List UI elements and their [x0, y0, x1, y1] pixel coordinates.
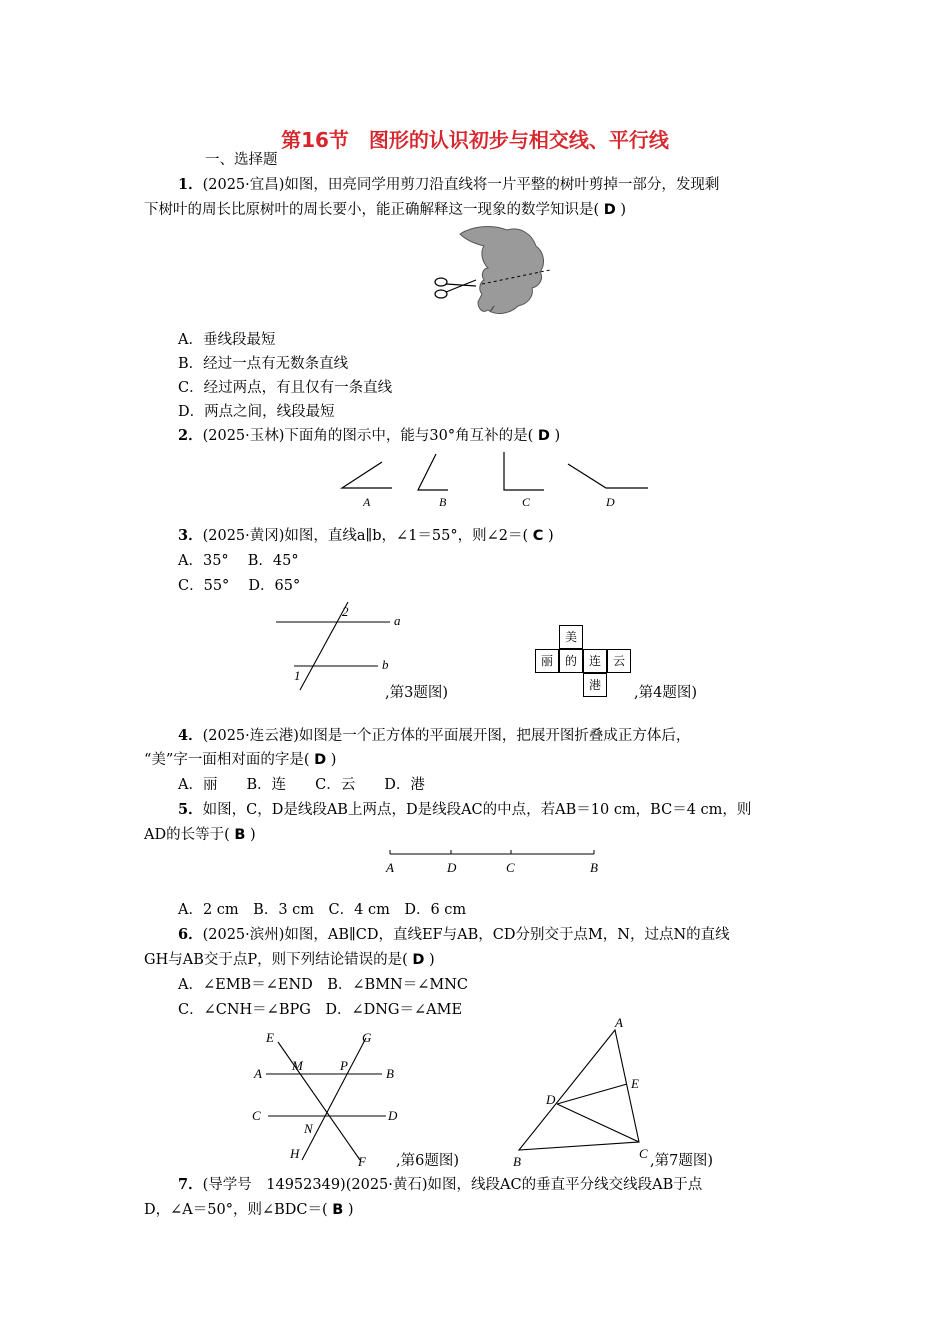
q5-point-a: A [386, 860, 394, 875]
q3-options-row2: C．55° D．65° [178, 578, 301, 594]
section-heading: 一、选择题 [205, 152, 278, 168]
q3-label-b: b [382, 657, 389, 672]
q7-answer: B [332, 1202, 344, 1218]
q6-label-h: H [290, 1146, 300, 1161]
q6-label-p: P [340, 1058, 348, 1073]
q6-label-b: B [386, 1066, 394, 1081]
q4-line2: “美”字一面相对面的字是( D ) [144, 752, 337, 768]
q5-line1: 5．如图，C，D是线段AB上两点，D是线段AC的中点，若AB＝10 cm，BC＝4 cm，则 [178, 801, 752, 818]
net-cell-mei: 美 [559, 625, 583, 649]
leaf-scissors-figure [432, 222, 562, 322]
q6-label-c: C [252, 1108, 261, 1123]
q5-point-d: D [447, 860, 457, 875]
q6-line1: 6．(2025·滨州)如图，AB∥CD，直线EF与AB，CD分别交于点M，N，过点N的直线 [178, 926, 730, 943]
q3-label-angle2: 2 [342, 604, 349, 619]
q6-label-m: M [292, 1058, 303, 1073]
q4-answer: D [314, 752, 327, 768]
q2-label-c: C [522, 495, 531, 509]
q4-options: A．丽 B．连 C．云 D．港 [178, 777, 425, 793]
q1-answer: D [603, 202, 616, 218]
q7-label-e: E [631, 1076, 639, 1091]
q3-label-a: a [394, 613, 401, 628]
q1-option-b: B．经过一点有无数条直线 [178, 356, 349, 372]
q3-options-row1: A．35° B．45° [178, 553, 299, 569]
q1-option-a: A．垂线段最短 [178, 332, 276, 348]
page-title: 第16节 图形的认识初步与相交线、平行线 [281, 128, 669, 152]
net-cell-lian: 连 [583, 649, 607, 673]
q1-option-d: D．两点之间，线段最短 [178, 404, 335, 420]
q3-line: 3．(2025·黄冈)如图，直线a∥b，∠1＝55°，则∠2＝( C ) [178, 527, 554, 544]
q6-label-n: N [304, 1121, 313, 1136]
q3-label-angle1: 1 [294, 668, 301, 683]
q7-caption: ,第7题图) [650, 1153, 713, 1169]
q3-answer: C [532, 528, 544, 544]
q7-label-c: C [639, 1146, 648, 1161]
q7-label-a: A [615, 1015, 623, 1030]
q6-figure [250, 1028, 410, 1176]
q1-option-c: C．经过两点，有且仅有一条直线 [178, 380, 393, 396]
q6-line2: GH与AB交于点P，则下列结论错误的是( D ) [144, 952, 435, 968]
q5-point-c: C [506, 860, 515, 875]
q7-label-d: D [546, 1092, 556, 1107]
q2-line: 2．(2025·玉林)下面角的图示中，能与30°角互补的是( D ) [178, 427, 561, 444]
q2-label-d: D [606, 495, 615, 509]
q6-label-f: F [358, 1154, 366, 1169]
q7-label-b: B [513, 1154, 521, 1169]
q6-label-g: G [362, 1030, 372, 1045]
q5-options: A．2 cm B．3 cm C．4 cm D．6 cm [178, 902, 467, 918]
q3-caption: ,第3题图) [385, 685, 448, 701]
q6-options-row1: A．∠EMB＝∠END B．∠BMN＝∠MNC [178, 977, 469, 993]
q6-label-e: E [266, 1030, 274, 1045]
net-cell-de: 的 [559, 649, 583, 673]
q2-angles-figure [330, 450, 660, 514]
q2-answer: D [537, 428, 550, 444]
q5-answer: B [234, 827, 246, 843]
q1-line2: 下树叶的周长比原树叶的周长要小，能正确解释这一现象的数学知识是( D ) [144, 202, 627, 218]
q6-answer: D [412, 952, 425, 968]
q4-line1: 4．(2025·连云港)如图是一个正方体的平面展开图，把展开图折叠成正方体后， [178, 727, 691, 744]
q3-parallel-lines-figure [270, 600, 410, 692]
q6-caption: ,第6题图) [396, 1153, 459, 1169]
q1-line1: 1．(2025·宜昌)如图，田亮同学用剪刀沿直线将一片平整的树叶剪掉一部分，发现剩 [178, 176, 720, 193]
q5-line2: AD的长等于( B ) [144, 827, 256, 843]
q4-caption: ,第4题图) [634, 685, 697, 701]
q5-point-b: B [590, 860, 598, 875]
q5-segment-figure [380, 844, 610, 880]
q6-label-d: D [388, 1108, 398, 1123]
net-cell-gang: 港 [583, 673, 607, 697]
net-cell-yun: 云 [607, 649, 631, 673]
q7-line1: 7．(导学号 14952349)(2025·黄石)如图，线段AC的垂直平分线交线段AB于点 [178, 1176, 703, 1193]
q2-label-b: B [439, 495, 447, 509]
q7-line2: D，∠A＝50°，则∠BDC＝( B ) [144, 1202, 354, 1218]
q6-options-row2: C．∠CNH＝∠BPG D．∠DNG＝∠AME [178, 1002, 463, 1018]
net-cell-li: 丽 [535, 649, 559, 673]
q6-label-a: A [254, 1066, 262, 1081]
q7-triangle-figure [505, 1016, 655, 1172]
q2-label-a: A [363, 495, 371, 509]
